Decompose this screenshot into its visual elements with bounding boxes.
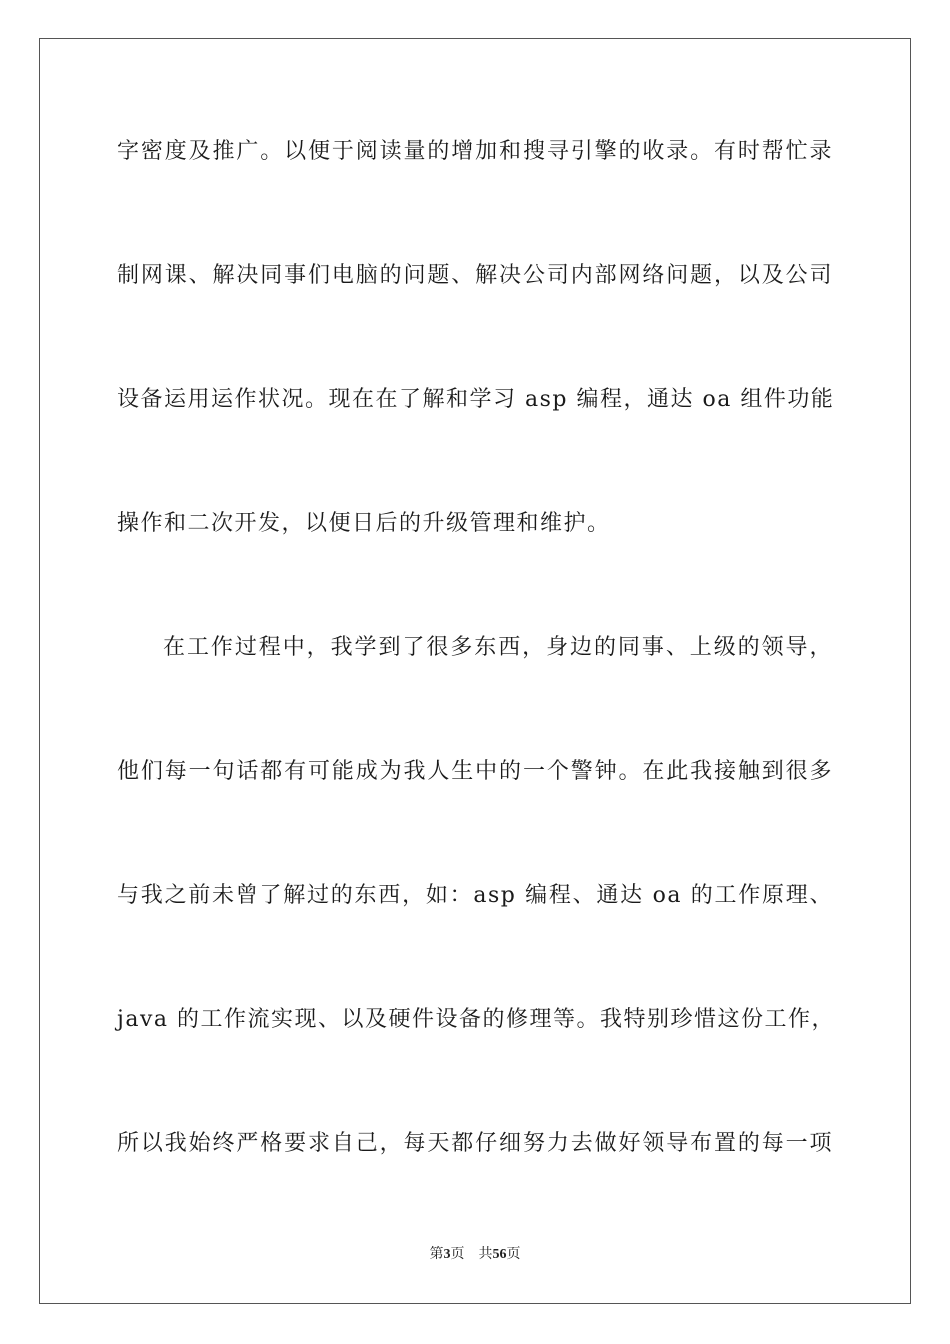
body-line-5: 在工作过程中，我学到了很多东西，身边的同事、上级的领导， — [163, 635, 833, 660]
page-prefix: 第 — [429, 1247, 444, 1262]
total-pages: 56 — [492, 1247, 507, 1262]
page-suffix: 页 — [450, 1247, 465, 1262]
body-line-6: 他们每一句话都有可能成为我人生中的一个警钟。在此我接触到很多 — [117, 759, 833, 784]
page-frame — [39, 38, 911, 1304]
total-suffix: 页 — [506, 1247, 521, 1262]
body-line-2: 制网课、解决同事们电脑的问题、解决公司内部网络问题，以及公司 — [117, 263, 833, 288]
total-prefix: 共 — [478, 1247, 493, 1262]
body-line-4: 操作和二次开发，以便日后的升级管理和维护。 — [117, 511, 611, 536]
body-line-8: java 的工作流实现、以及硬件设备的修理等。我特别珍惜这份工作， — [117, 1007, 835, 1032]
page-footer — [0, 1243, 950, 1263]
body-line-1: 字密度及推广。以便于阅读量的增加和搜寻引擎的收录。有时帮忙录 — [117, 139, 833, 164]
page-number: 3 — [443, 1247, 451, 1262]
body-line-7: 与我之前未曾了解过的东西，如：asp 编程、通达 oa 的工作原理、 — [117, 883, 833, 908]
body-line-3: 设备运用运作状况。现在在了解和学习 asp 编程，通达 oa 组件功能 — [117, 387, 835, 412]
body-line-9: 所以我始终严格要求自己，每天都仔细努力去做好领导布置的每一项 — [117, 1131, 833, 1156]
